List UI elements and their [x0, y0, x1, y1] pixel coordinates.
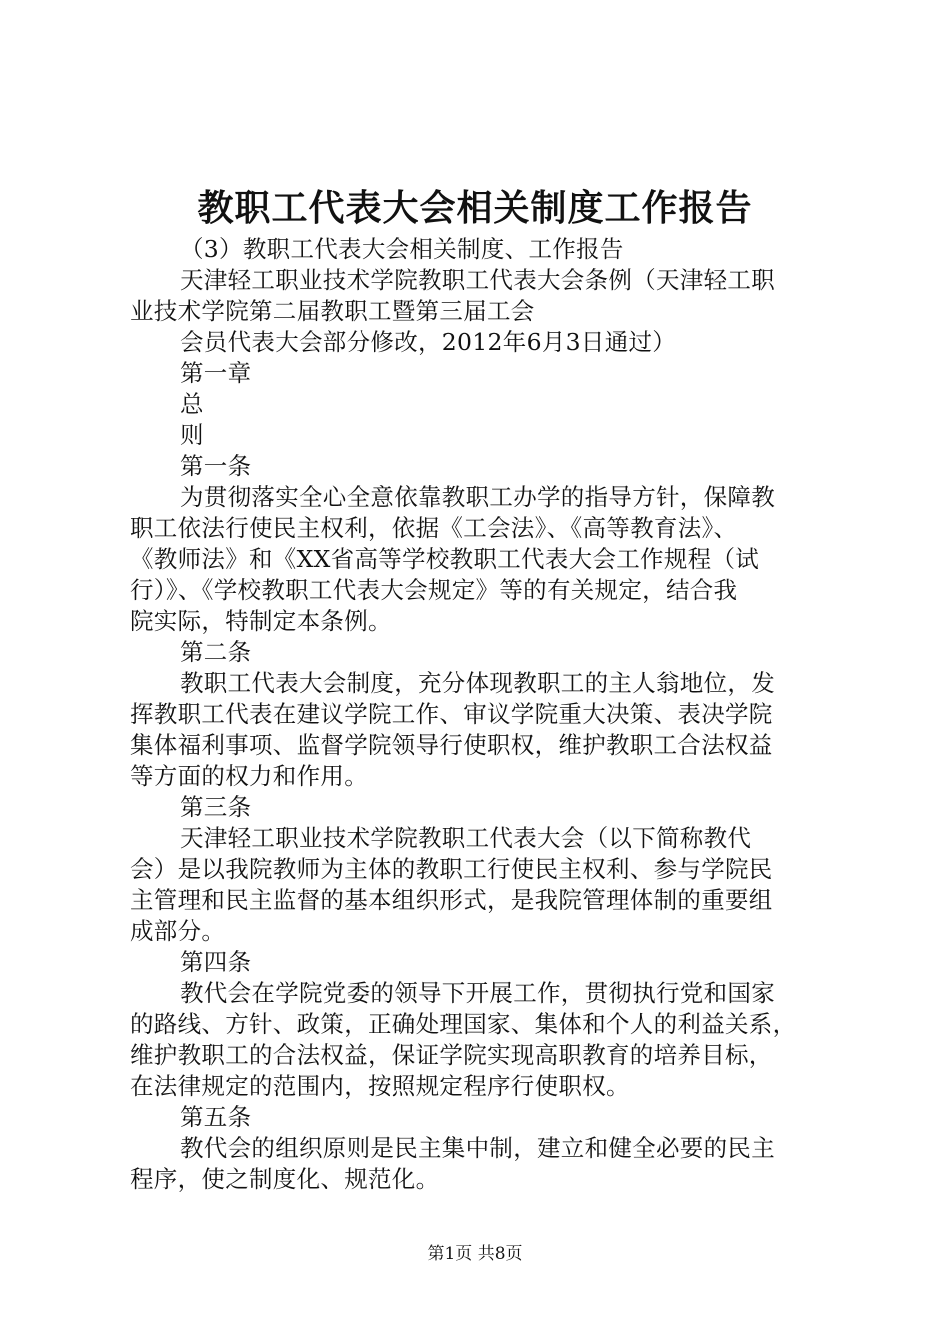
text-line: 等方面的权力和作用。	[130, 762, 368, 790]
text-line: 总	[180, 390, 204, 418]
text-line: 第五条	[180, 1103, 252, 1131]
text-line: 会员代表大会部分修改，2012年6月3日通过）	[180, 328, 677, 356]
text-line: 教代会的组织原则是民主集中制，建立和健全必要的民主	[180, 1134, 775, 1162]
text-line: 程序，使之制度化、规范化。	[130, 1165, 440, 1193]
page-indicator: 第1页 共8页	[427, 1244, 523, 1264]
text-line: 集体福利事项、监督学院领导行使职权，维护教职工合法权益	[130, 731, 773, 759]
text-line: 的路线、方针、政策，正确处理国家、集体和个人的利益关系，	[130, 1010, 797, 1038]
text-line: 第二条	[180, 638, 252, 666]
text-line: 业技术学院第二届教职工暨第三届工会	[130, 297, 535, 325]
text-line: 主管理和民主监督的基本组织形式，是我院管理体制的重要组	[130, 886, 773, 914]
text-line: 教职工代表大会制度，充分体现教职工的主人翁地位，发	[180, 669, 775, 697]
text-line: 天津轻工职业技术学院教职工代表大会（以下简称教代	[180, 824, 752, 852]
text-line: 行）》、《学校教职工代表大会规定》等的有关规定，结合我	[130, 576, 738, 604]
text-line: 《教师法》和《XX省高等学校教职工代表大会工作规程（试	[130, 545, 760, 573]
text-line: 维护教职工的合法权益，保证学院实现高职教育的培养目标，	[130, 1041, 773, 1069]
text-line: 天津轻工职业技术学院教职工代表大会条例（天津轻工职	[180, 266, 775, 294]
text-line: 教代会在学院党委的领导下开展工作，贯彻执行党和国家	[180, 979, 775, 1007]
document-title: 教职工代表大会相关制度工作报告	[197, 187, 753, 229]
text-line: 成部分。	[130, 917, 226, 945]
text-line: 第三条	[180, 793, 252, 821]
text-line: 院实际，特制定本条例。	[130, 607, 392, 635]
text-line: 职工依法行使民主权利，依据《工会法》、《高等教育法》、	[130, 514, 738, 542]
text-line: 会）是以我院教师为主体的教职工行使民主权利、参与学院民	[130, 855, 773, 883]
text-line: 第一条	[180, 452, 252, 480]
text-line: 为贯彻落实全心全意依靠教职工办学的指导方针，保障教	[180, 483, 775, 511]
document-body	[130, 234, 830, 1195]
text-line: 第一章	[180, 359, 252, 387]
text-line: 第四条	[180, 948, 252, 976]
text-line: 挥教职工代表在建议学院工作、审议学院重大决策、表决学院	[130, 700, 773, 728]
text-line: （3）教职工代表大会相关制度、工作报告	[180, 235, 624, 263]
text-line: 则	[180, 421, 204, 449]
text-line: 在法律规定的范围内，按照规定程序行使职权。	[130, 1072, 630, 1100]
